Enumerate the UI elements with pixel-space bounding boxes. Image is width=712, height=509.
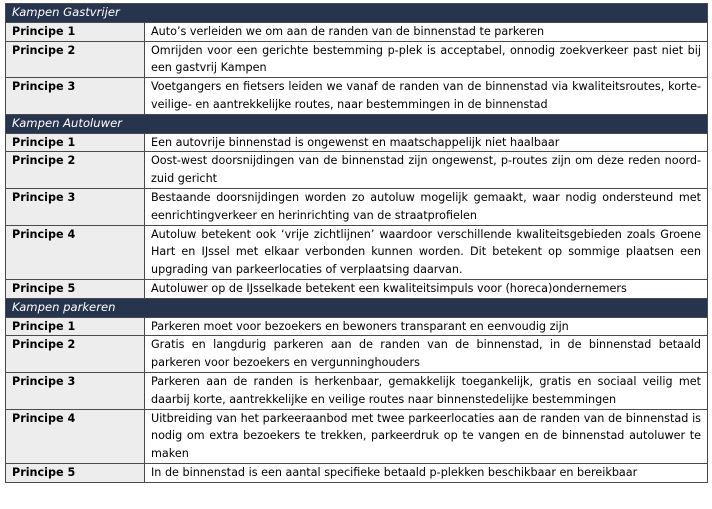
table-row (6, 152, 708, 189)
principle-label: Principe 5 (6, 463, 145, 482)
principle-text: Parkeren moet voor bezoekers en bewoners transparant en eenvoudig zijn (145, 317, 708, 336)
principle-text: Parkeren aan de randen is herkenbaar, gemakkelijk toegankelijk, gratis en sociaal veilig met daarbij korte, aantrekkelijke en veilige routes naar binnenstedelijke bestemmingen (145, 372, 708, 409)
section-title: Kampen Autoluwer (6, 114, 708, 133)
principle-label: Principe 3 (6, 188, 145, 225)
principle-text: Omrijden voor een gerichte bestemming p-plek is acceptabel, onnodig zoekverkeer past niet bij een gastvrij Kampen (145, 41, 708, 78)
principle-label: Principe 2 (6, 152, 145, 189)
table-row (6, 336, 708, 373)
principle-label: Principe 4 (6, 409, 145, 463)
table-row (6, 188, 708, 225)
principle-text: Een autovrije binnenstad is ongewenst en maatschappelijk niet haalbaar (145, 133, 708, 152)
principle-label: Principe 3 (6, 78, 145, 115)
principle-label: Principe 1 (6, 133, 145, 152)
principle-text: Gratis en langdurig parkeren aan de randen van de binnenstad, in de binnenstad betaald parkeren voor bezoekers en vergunninghouders (145, 336, 708, 373)
table-row (6, 409, 708, 463)
principle-text: Autoluwer op de IJsselkade betekent een kwaliteitsimpuls voor (horeca)ondernemers (145, 279, 708, 298)
table-row (6, 22, 708, 41)
section-header-row (6, 114, 708, 133)
table-row (6, 317, 708, 336)
principle-text: Uitbreiding van het parkeeraanbod met twee parkeerlocaties aan de randen van de binnenstad is nodig om extra bezoekers te trekken, parkeerdruk op te vangen en de binnenstad autoluwer te maken (145, 409, 708, 463)
principle-label: Principe 5 (6, 279, 145, 298)
principle-label: Principe 3 (6, 372, 145, 409)
table-row (6, 41, 708, 78)
principle-label: Principe 4 (6, 225, 145, 279)
principle-text: Auto’s verleiden we om aan de randen van de binnenstad te parkeren (145, 22, 708, 41)
principle-label: Principe 2 (6, 41, 145, 78)
principle-label: Principe 2 (6, 336, 145, 373)
principle-text: In de binnenstad is een aantal specifieke betaald p-plekken beschikbaar en bereikbaar (145, 463, 708, 482)
table-row (6, 78, 708, 115)
section-title: Kampen Gastvrijer (6, 4, 708, 23)
table-row (6, 372, 708, 409)
principles-table (5, 3, 708, 483)
table-row (6, 225, 708, 279)
principle-text: Voetgangers en fietsers leiden we vanaf de randen van de binnenstad via kwaliteitsroutes, korte- veilige- en aantrekkelijke routes, naar bestemmingen in de binnenstad (145, 78, 708, 115)
principle-text: Oost-west doorsnijdingen van de binnenstad zijn ongewenst, p-routes zijn om deze reden noord-zuid gericht (145, 152, 708, 189)
section-title: Kampen parkeren (6, 298, 708, 317)
table-row (6, 463, 708, 482)
principle-label: Principe 1 (6, 317, 145, 336)
principle-text: Autoluw betekent ook ‘vrije zichtlijnen’ waardoor verschillende kwaliteitsgebieden zoals Groene Hart en IJssel met elkaar verbonden kunnen worden. Dit betekent op sommige plaatsen een upgrading van parkeerlocaties of verplaatsing daarvan. (145, 225, 708, 279)
section-header-row (6, 298, 708, 317)
table-row (6, 279, 708, 298)
principle-text: Bestaande doorsnijdingen worden zo autoluw mogelijk gemaakt, waar nodig ondersteund met eenrichtingverkeer en herinrichting van de straatprofielen (145, 188, 708, 225)
section-header-row (6, 4, 708, 23)
principle-label: Principe 1 (6, 22, 145, 41)
table-row (6, 133, 708, 152)
